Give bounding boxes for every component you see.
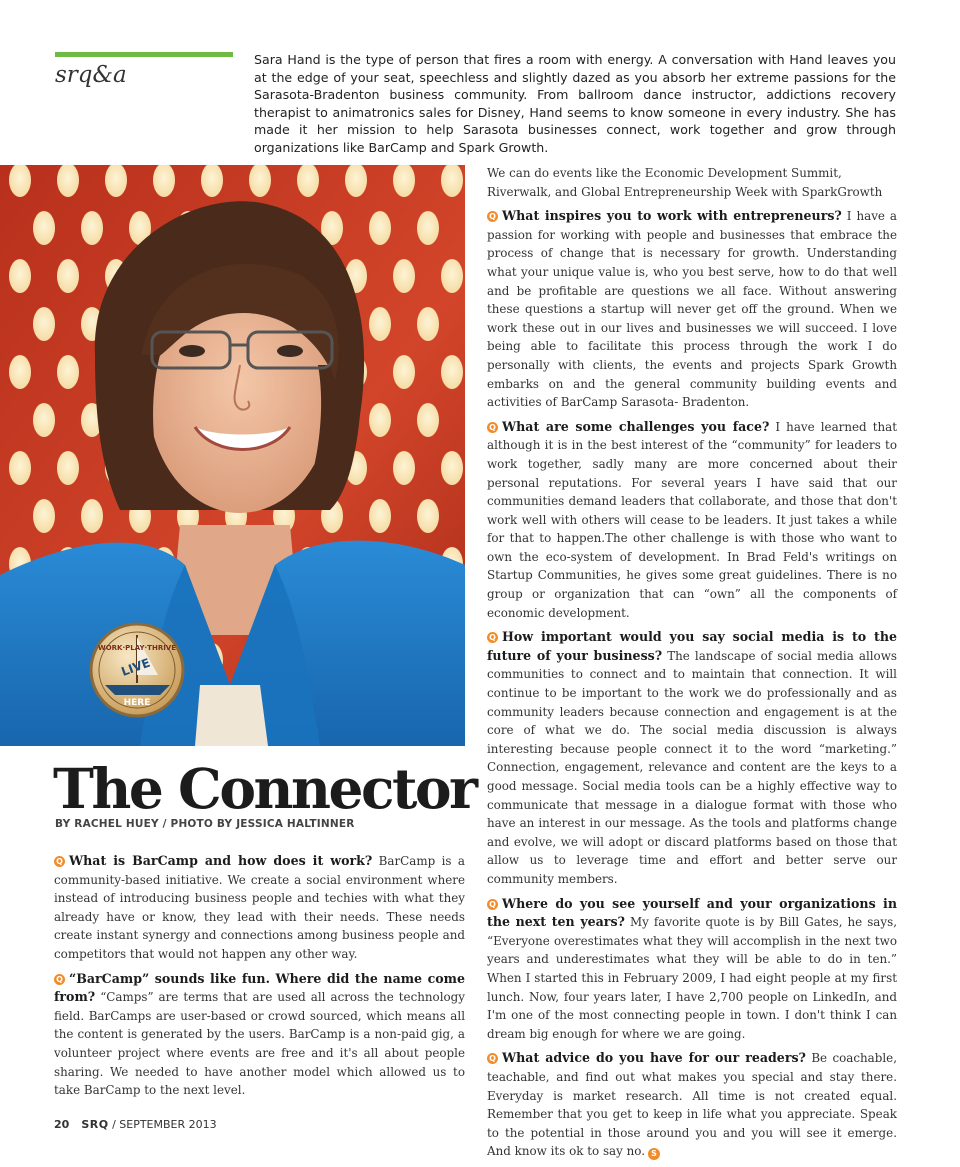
wall-hole [369,307,391,341]
wall-hole [81,499,103,533]
question: Where do you see yourself and your organizations in the next ten years? [487,895,897,930]
wall-hole [33,403,55,437]
qa-item [54,970,465,1100]
question-marker-icon: Q [487,899,498,910]
answer: My favorite quote is by Bill Gates, he says, “Everyone overestimates what they will accomplish in the next two years and underestimates what they will be able to do in ten.” When I started this in February 2009, I had eight people at my first lunch. Now, four years later, I have 2,700 people on LinkedIn, and I'm one of the most connecting people in town. I don't think I can dream big enough for where we are going. [487,915,897,1041]
left-column [54,852,465,1106]
qa-item [54,852,465,964]
qa-item [487,418,897,623]
answer: The landscape of social media allows communities to connect and to maintain that connection. It will continue to be important to the work we do professionally and as community leaders because connection and engagement is at the core of what we do. The social media discussion is always interesting because people connect it to the word “marketing.” Connection, engagement, relevance and content are the keys to a good message. Social media tools can be a highly effective way to communicate that message in a dialogue format with those who have an interest in our message. As the tools and platforms change and evolve, we will adopt or discard platforms based on those that allow us to leverage time and effort and better serve our community members. [487,648,897,886]
section-rule [55,52,233,57]
page-number: 20 [54,1118,70,1131]
qa-item [487,628,897,888]
qa-item [487,207,897,412]
wall-hole [417,403,439,437]
wall-hole [417,307,439,341]
answer: Be coachable, teachable, and find out what makes you special and stay there. Everyday is market research. All time is not created equal. Remember that you get to keep in life what you appreciate. Speak to the potential in those around you and you will see it emerge. And know its ok to say no. [487,1051,897,1159]
portrait-photo [0,165,465,746]
wall-hole [33,499,55,533]
answer: “Camps” are terms that are used all across the technology field. BarCamps are user-based or crowd sourced, which means all the content is generated by the users. BarCamp is a non-paid gig, a volunteer project where events are free and it's all about people sharing. We needed to have another model which allowed us to take BarCamp to the next level. [54,990,466,1098]
wall-hole [9,355,31,389]
wall-hole [441,451,463,485]
section-tag: srq&a [55,62,127,88]
answer: I have learned that although it is in the best interest of the “community” for leaders to work together, sadly many are more concerned about their personal reputations. For several years I have said that our communities demand leaders that collaborate, and those that don't work well with others will cease to be leaders. It just takes a while for that to happen.The other challenge is with those who want to own the eco-system of development. In Brad Feld's writings on Startup Communities, he gives some great guidelines. There is no group or organization that can “own” all the components of economic development. [487,419,898,620]
question-marker-icon: Q [487,632,498,643]
question-marker-icon: Q [487,1053,498,1064]
article-headline: The Connector [53,756,476,821]
portrait-illustration [0,165,465,746]
button-text-here: HERE [123,698,151,708]
wall-hole [369,211,391,245]
wall-hole [393,451,415,485]
wall-hole [9,259,31,293]
blouse [195,685,268,746]
wall-hole [57,259,79,293]
wall-hole [417,211,439,245]
question: How important would you say social media is to the future of your business? [487,629,897,663]
wall-hole [441,355,463,389]
wall-hole [57,451,79,485]
wall-hole [57,355,79,389]
question-marker-icon: Q [487,211,498,222]
qa-item [487,895,897,1044]
question-marker-icon: Q [487,422,498,433]
live-here-button [91,624,183,716]
answer: BarCamp is a community-based initiative. We create a social environment where instead of introducing business people and techies with what they already have or know, they lead with their needs. These needs create instant synergy and connections among business people and competitors that would not happen any other way. [54,854,466,961]
byline: BY RACHEL HUEY / PHOTO BY JESSICA HALTINNER [55,818,355,830]
right-column [487,164,897,1167]
question-marker-icon: Q [54,974,65,985]
continued-text: We can do events like the Economic Development Summit, Riverwalk, and Global Entrepreneurship Week with SparkGrowth [487,166,883,199]
question: What are some challenges you face? [502,418,770,434]
wall-hole [33,211,55,245]
wall-hole [81,211,103,245]
question: What advice do you have for our readers? [502,1050,806,1066]
wall-hole [9,451,31,485]
button-text-top: WORK·PLAY·THRIVE [97,644,177,652]
wall-hole [369,403,391,437]
wall-hole [393,259,415,293]
magazine-name: SRQ [81,1118,109,1131]
page-footer [54,1118,217,1131]
wall-hole [369,499,391,533]
wall-hole [33,307,55,341]
intro-paragraph: Sara Hand is the type of person that fires a room with energy. A conversation with Hand leaves you at the edge of your seat, speechless and slightly dazed as you absorb her extreme passions for the Sarasota-Bradenton business community. From ballroom dance instructor, addictions recovery therapist to animatronics sales for Disney, Hand seems to know someone in every industry. She has made it her mission to help Sarasota businesses connect, work together and grow through organizations like BarCamp and Spark Growth. [254,52,896,155]
wall-hole [417,499,439,533]
issue-date: / SEPTEMBER 2013 [112,1118,217,1131]
question: “BarCamp” sounds like fun. Where did the name come from? [54,970,465,1005]
question: What is BarCamp and how does it work? [69,853,373,868]
button-text-live: LIVE [119,655,152,679]
question-marker-icon: Q [54,856,65,867]
question: What inspires you to work with entrepreneurs? [502,208,842,224]
end-mark-icon: S [648,1148,660,1160]
wall-hole [441,259,463,293]
answer: I have a passion for working with people and businesses that embrace the process of change that is necessary for growth. Understanding what your unique value is, who you best serve, how to do that well and be profitable are questions we all face. Without answering these questions a startup will never get off the ground. When we work these out in our lives and businesses we will succeed. I love being able to facilitate this process through the work I do personally with clients, the events and projects Spark Growth embarks on and the general community building events and activities of BarCamp Sarasota- Bradenton. [487,209,897,410]
wall-hole [393,355,415,389]
qa-item [487,1049,897,1161]
